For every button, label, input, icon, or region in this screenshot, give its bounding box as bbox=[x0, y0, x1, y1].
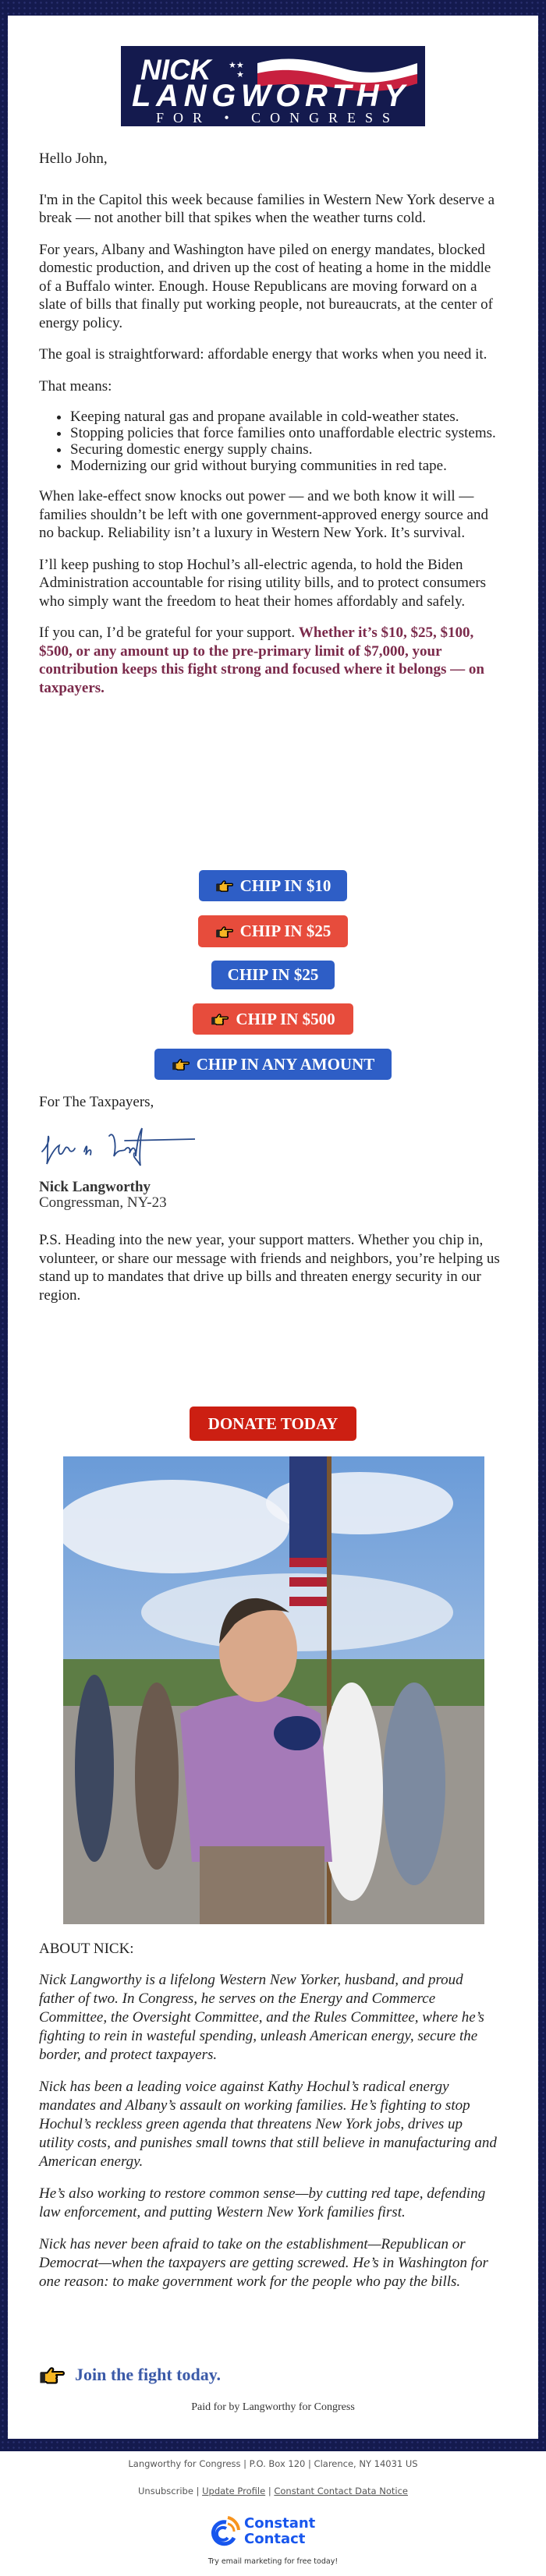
update-profile-link[interactable]: Update Profile bbox=[202, 2486, 266, 2496]
button-label: DONATE TODAY bbox=[207, 1414, 339, 1433]
chip-in-500-button[interactable] bbox=[193, 1003, 353, 1035]
paragraph: That means: bbox=[39, 377, 112, 395]
paragraph: When lake-effect snow knocks out power — and we both know it will — families shouldn’t be left with one government-approved energy source and no backup. Reliability isn’t a luxury in Western New York. It’s survival. bbox=[39, 488, 488, 541]
list-item: • Stopping policies that force families onto unaffordable electric systems. bbox=[70, 425, 501, 441]
constant-contact-logo[interactable] bbox=[211, 2514, 335, 2549]
logo-text: Constant bbox=[244, 2515, 316, 2532]
paragraph: For years, Albany and Washington have piled on energy mandates, blocked domestic production, and driven up the cost of heating a home in the middle of a Buffalo winter. Enough. House Republicans are moving forward on a slate of bills that finally put working people, not bureaucrats, at the center of energy policy. bbox=[39, 241, 493, 331]
donate-today-button[interactable] bbox=[190, 1407, 356, 1441]
pointing-hand-icon bbox=[172, 1057, 190, 1071]
about-paragraph: He’s also working to restore common sense—by cutting red tape, defending law enforcement, and putting Western New York families first. bbox=[39, 2185, 486, 2220]
svg-text:★: ★ bbox=[236, 70, 244, 80]
button-label: CHIP IN $10 bbox=[239, 876, 332, 895]
logo-text-nick: NICK bbox=[140, 54, 211, 86]
about-heading: ABOUT NICK: bbox=[39, 1941, 134, 1957]
candidate-photo bbox=[63, 1456, 484, 1924]
logo-text-langworthy: LANGWORTHY bbox=[132, 79, 405, 113]
bullet-list bbox=[39, 409, 501, 474]
postscript: P.S. Heading into the new year, your support matters. Whether you chip in, volunteer, or share our message with friends and neighbors, you’re helping us stand up to mandates that drive up bills and threaten energy security in our region. bbox=[39, 1232, 500, 1304]
campaign-logo bbox=[121, 46, 425, 126]
paragraph bbox=[39, 624, 501, 697]
signature-image bbox=[39, 1125, 195, 1169]
paragraph: I'm in the Capitol this week because families in Western New York deserve a break — not another bill that spikes when the weather turns cold. bbox=[39, 191, 495, 226]
chip-in-10-button[interactable] bbox=[199, 870, 347, 901]
paid-for-disclaimer: Paid for by Langworthy for Congress bbox=[191, 2401, 355, 2413]
button-label: CHIP IN ANY AMOUNT bbox=[196, 1054, 375, 1074]
logo-text: Contact bbox=[244, 2531, 306, 2547]
signoff-block bbox=[39, 1180, 501, 1211]
greeting: Hello John, bbox=[39, 150, 108, 167]
paragraph: The goal is straightforward: affordable energy that works when you need it. bbox=[39, 346, 488, 363]
separator: | bbox=[193, 2486, 203, 2496]
unsubscribe-link[interactable]: Unsubscribe bbox=[138, 2486, 193, 2496]
paragraph: I’ll keep pushing to stop Hochul’s all-electric agenda, to hold the Biden Administration accountable for rising utility bills, and to protect consumers who simply want the freedom to heat their homes affordably and safely. bbox=[39, 556, 487, 610]
button-label: CHIP IN $500 bbox=[236, 1009, 335, 1028]
logo-text-for-congress: FOR • CONGRESS bbox=[156, 110, 390, 126]
separator: | bbox=[265, 2486, 275, 2496]
signer-title: Congressman, NY-23 bbox=[39, 1194, 167, 1211]
constant-contact-icon bbox=[211, 2514, 240, 2549]
list-item: • Keeping natural gas and propane available in cold-weather states. bbox=[70, 409, 501, 425]
signoff-closing: For The Taxpayers, bbox=[39, 1094, 154, 1110]
pointing-hand-icon bbox=[39, 2365, 66, 2385]
join-the-fight-link[interactable] bbox=[39, 2365, 221, 2385]
paragraph-text: If you can, I’d be grateful for your support. bbox=[39, 625, 299, 641]
highlighted-ask: Whether it’s $10, $25, $100, $500, or any amount up to the pre-primary limit of $7,000, your contribution keeps this fight strong and focused where it belongs — on taxpayers. bbox=[39, 625, 484, 696]
pointing-hand-icon bbox=[215, 925, 234, 939]
svg-text:★★: ★★ bbox=[229, 61, 244, 70]
footer-address: Langworthy for Congress | P.O. Box 120 | Clarence, NY 14031 US bbox=[128, 2458, 418, 2469]
chip-in-25-alt-button[interactable] bbox=[211, 961, 335, 989]
list-item: • Modernizing our grid without burying communities in red tape. bbox=[70, 458, 501, 474]
join-label: Join the fight today. bbox=[75, 2365, 222, 2384]
chip-in-25-button[interactable] bbox=[198, 915, 348, 947]
pointing-hand-icon bbox=[215, 879, 234, 893]
about-paragraph: Nick has never been afraid to take on the establishment—Republican or Democrat—when the taxpayers are getting screwed. He’s in Washington for one reason: to make government work for the people who pay the bills. bbox=[39, 2236, 488, 2290]
about-paragraph: Nick has been a leading voice against Kathy Hochul’s radical energy mandates and Albany’s assault on working families. He’s fighting to stop Hochul’s reckless green agenda that threatens New York jobs, drives up utility costs, and punishes small towns that still believe in manufacturing and American energy. bbox=[39, 2079, 497, 2170]
cc-tagline: Try email marketing for free today! bbox=[207, 2557, 339, 2566]
about-section bbox=[39, 1971, 501, 2305]
letter-body bbox=[39, 150, 501, 710]
button-label: CHIP IN $25 bbox=[239, 922, 332, 940]
data-notice-link[interactable]: Constant Contact Data Notice bbox=[274, 2486, 408, 2496]
chip-in-any-amount-button[interactable] bbox=[154, 1049, 392, 1080]
about-paragraph: Nick Langworthy is a lifelong Western New Yorker, husband, and proud father of two. In Congress, he serves on the Energy and Commerce Committee, the Oversight Committee, and the Rules Committee, where he’s fighting to rein in wasteful spending, unleash American energy, secure the border, and protect taxpayers. bbox=[39, 1972, 484, 2063]
pointing-hand-icon bbox=[211, 1012, 229, 1026]
list-item: • Securing domestic energy supply chains. bbox=[70, 441, 501, 458]
footer-links bbox=[0, 2486, 546, 2496]
button-label: CHIP IN $25 bbox=[227, 965, 319, 984]
signer-name: Nick Langworthy bbox=[39, 1179, 151, 1195]
